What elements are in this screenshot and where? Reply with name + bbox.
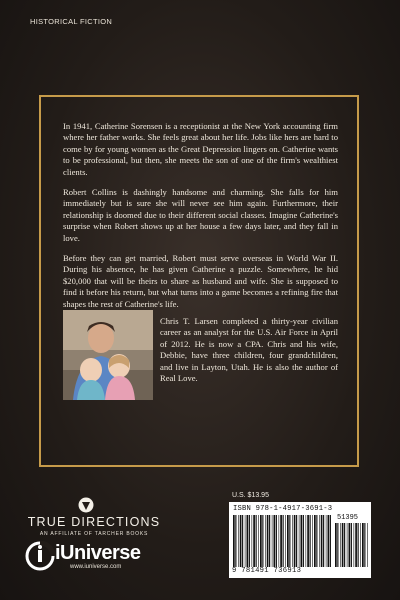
barcode-box (229, 502, 371, 578)
publisher-url: www.iuniverse.com (70, 564, 122, 570)
publisher-name: iUniverse (55, 542, 141, 564)
blurb-paragraph: Robert Collins is dashingly handsome and charming. She falls for him immediately but is sure she will never see him again. Furthermore, their relationship is doomed due to their different social classes. Imagine Catherine's surprise when Robert shows up at her house a few days later, and they fall in love. (63, 187, 338, 243)
author-photo (63, 310, 153, 400)
price-label: U.S. $13.95 (232, 492, 269, 499)
book-blurb (63, 121, 338, 319)
imprint-name: TRUE DIRECTIONS (27, 515, 161, 529)
ean-barcode (233, 515, 331, 567)
author-bio: Chris T. Larsen completed a thirty-year civilian career as an analyst for the U.S. Air Force in April of 2012. He is now a CPA. Chris and his wife, Debbie, have three children, four grandchildren, and live in Layton, Utah. He is also the author of Real Love. (160, 316, 338, 384)
isbn-label: ISBN 978-1-4917-3691-3 (233, 505, 333, 513)
blurb-paragraph: Before they can get married, Robert must serve overseas in World War II. During his absence, he has given Catherine a puzzle. Somewhere, he hid $20,000 that will be theirs to share as husband and wife. She is supposed to find it before his return, but what turns into a game becomes a refining fire that shapes the rest of Catherine's life. (63, 253, 338, 309)
iuniverse-logo-icon (25, 541, 55, 571)
supplement-barcode (335, 523, 368, 567)
true-directions-logo-icon (78, 497, 94, 513)
barcode-supplement: 51395 (337, 514, 359, 522)
genre-label: HISTORICAL FICTION (30, 17, 113, 26)
barcode-digits: 9 781491 736913 (232, 567, 302, 575)
blurb-paragraph: In 1941, Catherine Sorensen is a receptionist at the New York accounting firm where her father works. She feels great about her life. Jobs like hers are hard to come by for young women as the Great Depression lingers on. Catherine wants to be professional, but then, she meets the son of one of the firm's wealthiest clients. (63, 121, 338, 177)
imprint-tagline: AN AFFILIATE OF TARCHER BOOKS (39, 531, 149, 537)
